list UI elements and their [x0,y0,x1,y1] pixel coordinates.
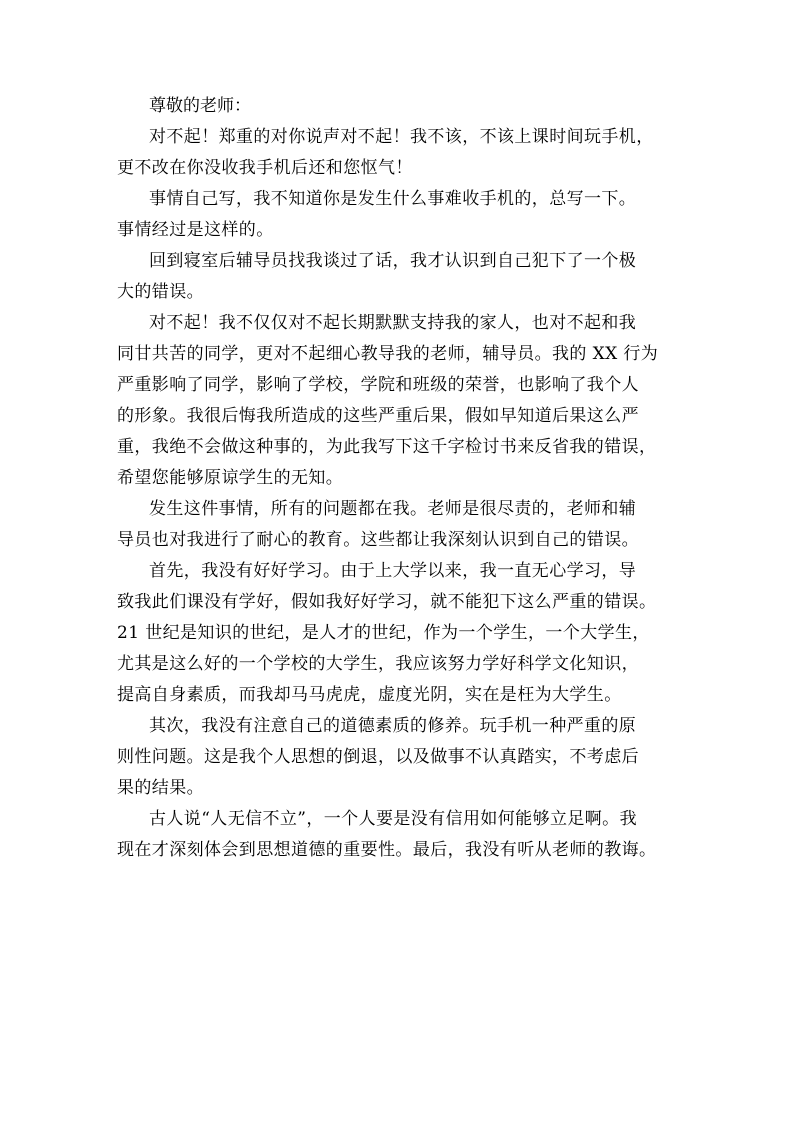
text-line: 大的错误。 [117,282,204,302]
text-line: 果的结果。 [117,778,204,798]
text-line: 21 世纪是知识的世纪，是人才的世纪，作为一个学生，一个大学生， [117,623,650,643]
salutation: 尊敬的老师： [149,96,251,116]
text-line: 事情经过是这样的。 [117,220,274,240]
text-line: 提高自身素质，而我却马马虎虎，虚度光阴，实在是枉为大学生。 [117,685,622,705]
text-line: 同甘共苦的同学，更对不起细心教导我的老师，辅导员。我的 XX 行为 [117,344,659,364]
text-line: 更不改在你没收我手机后还和您怄气！ [117,158,413,178]
text-line: 重，我绝不会做这种事的，为此我写下这千字检讨书来反省我的错误， [117,437,657,457]
text-line: 其次，我没有注意自己的道德素质的修养。玩手机一种严重的原 [149,716,637,736]
text-line: 的形象。我很后悔我所造成的这些严重后果，假如早知道后果这么严 [117,406,639,426]
paragraph-2 [117,184,679,246]
text-line: 导员也对我进行了耐心的教育。这些都让我深刻认识到自己的错误。 [117,530,639,550]
text-line: 古人说“人无信不立”，一个人要是没有信用如何能够立足啊。我 [149,809,637,829]
text-line: 事情自己写，我不知道你是发生什么事难收手机的，总写一下。 [149,189,637,209]
text-line: 对不起！郑重的对你说声对不起！我不该，不该上课时间玩手机， [149,127,654,147]
paragraph-8 [117,804,679,866]
paragraph-7 [117,711,679,804]
paragraph-3 [117,246,679,308]
text-line: 严重影响了同学，影响了学校，学院和班级的荣誉，也影响了我个人 [117,375,639,395]
letter-body [117,91,679,866]
text-line: 致我此们课没有学好，假如我好好学习，就不能犯下这么严重的错误。 [117,592,657,612]
text-line: 现在才深刻体会到思想道德的重要性。最后，我没有听从老师的教诲。 [117,840,657,860]
paragraph-1 [117,122,679,184]
text-line: 尤其是这么好的一个学校的大学生，我应该努力学好科学文化知识， [117,654,639,674]
paragraph-5 [117,494,679,556]
paragraph-6 [117,556,679,711]
text-line: 对不起！我不仅仅对不起长期默默支持我的家人，也对不起和我 [149,313,637,333]
text-line: 首先，我没有好好学习。由于上大学以来，我一直无心学习，导 [149,561,637,581]
text-line: 发生这件事情，所有的问题都在我。老师是很尽责的，老师和辅 [149,499,637,519]
paragraph-4 [117,308,679,494]
text-line: 希望您能够原谅学生的无知。 [117,468,344,488]
text-line: 则性问题。这是我个人思想的倒退，以及做事不认真踏实，不考虑后 [117,747,639,767]
text-line: 回到寝室后辅导员找我谈过了话，我才认识到自己犯下了一个极 [149,251,637,271]
